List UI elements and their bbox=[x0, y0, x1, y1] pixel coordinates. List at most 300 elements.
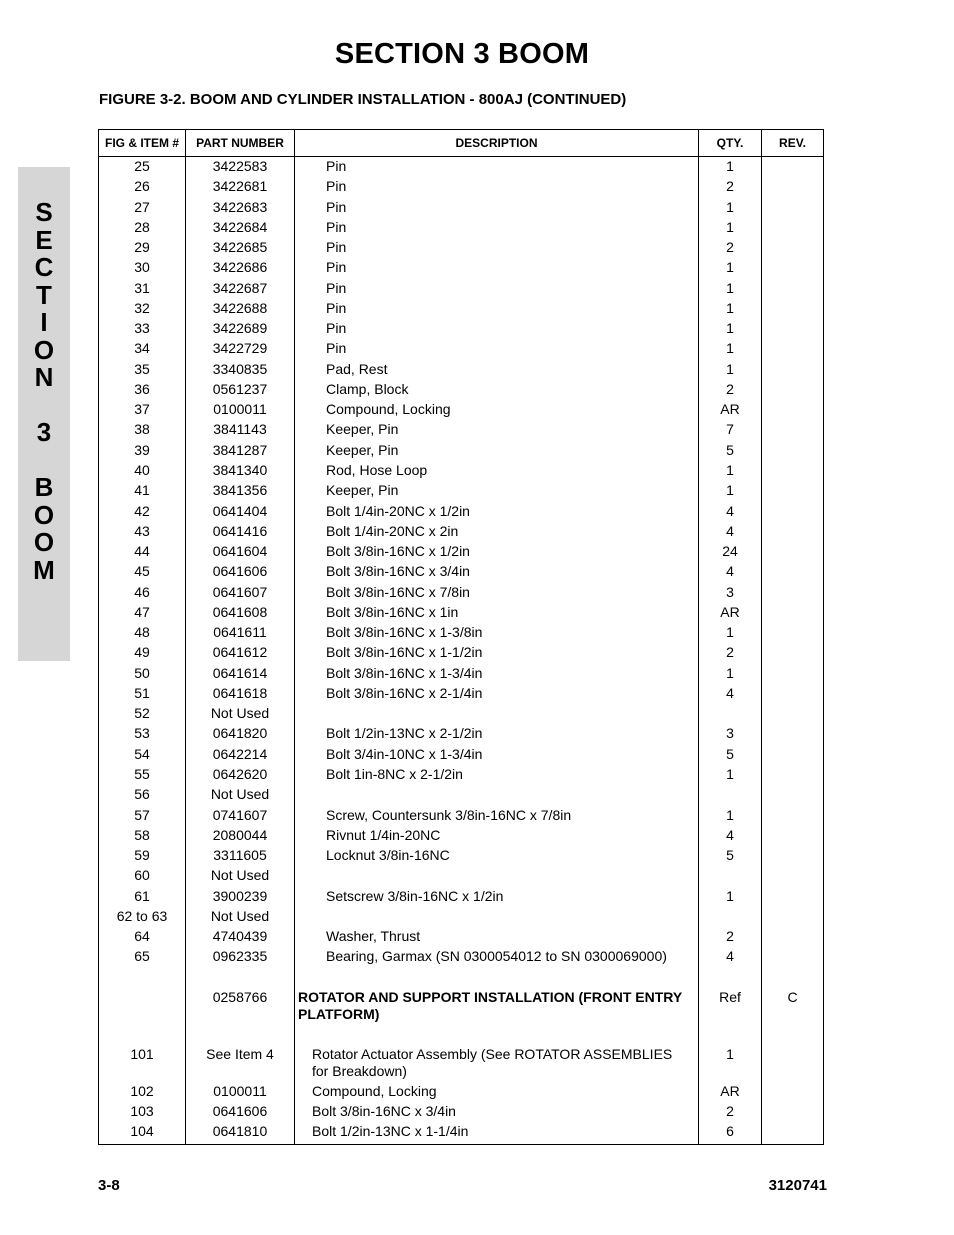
cell-item: 57 bbox=[99, 807, 186, 827]
cell-description: Rod, Hose Loop bbox=[295, 462, 699, 482]
cell-description: Bolt 3/8in-16NC x 1in bbox=[295, 604, 699, 624]
cell-part-number: 0641810 bbox=[186, 1123, 295, 1145]
cell-rev bbox=[762, 361, 824, 381]
table-row bbox=[99, 523, 824, 543]
cell-rev bbox=[762, 320, 824, 340]
cell-part-number: 3841143 bbox=[186, 421, 295, 441]
cell-qty bbox=[699, 705, 762, 725]
cell-item: 28 bbox=[99, 219, 186, 239]
table-row bbox=[99, 644, 824, 664]
cell-description: Bolt 3/8in-16NC x 7/8in bbox=[295, 584, 699, 604]
header-fig-item: FIG & ITEM # bbox=[99, 130, 186, 157]
cell-rev bbox=[762, 867, 824, 887]
cell-description: Pin bbox=[295, 199, 699, 219]
table-row bbox=[99, 482, 824, 502]
cell-item: 59 bbox=[99, 847, 186, 867]
cell-description: Pad, Rest bbox=[295, 361, 699, 381]
cell-part-number: 3422683 bbox=[186, 199, 295, 219]
cell-qty: 1 bbox=[699, 462, 762, 482]
table-row bbox=[99, 766, 824, 786]
cell-part-number: 3422685 bbox=[186, 239, 295, 259]
cell-item: 41 bbox=[99, 482, 186, 502]
cell-qty: 1 bbox=[699, 482, 762, 502]
cell-qty: 4 bbox=[699, 827, 762, 847]
cell-description: Setscrew 3/8in-16NC x 1/2in bbox=[295, 888, 699, 908]
cell-item: 101 bbox=[99, 1046, 186, 1083]
table-row bbox=[99, 989, 824, 1026]
table-row bbox=[99, 1046, 824, 1083]
cell-rev bbox=[762, 827, 824, 847]
header-qty: QTY. bbox=[699, 130, 762, 157]
cell-item: 39 bbox=[99, 442, 186, 462]
side-tab-letters bbox=[18, 199, 70, 584]
cell-rev bbox=[762, 259, 824, 279]
cell-qty: 5 bbox=[699, 847, 762, 867]
table-spacer-row bbox=[99, 1026, 824, 1046]
cell-item: 35 bbox=[99, 361, 186, 381]
cell-qty bbox=[699, 908, 762, 928]
cell-item: 48 bbox=[99, 624, 186, 644]
table-row bbox=[99, 888, 824, 908]
cell-qty bbox=[699, 867, 762, 887]
side-tab-letter: 3 bbox=[36, 417, 52, 447]
table-row bbox=[99, 340, 824, 360]
side-tab-letter: S bbox=[35, 197, 53, 227]
cell-description bbox=[295, 705, 699, 725]
cell-description: Screw, Countersunk 3/8in-16NC x 7/8in bbox=[295, 807, 699, 827]
table-row bbox=[99, 543, 824, 563]
side-tab-letter: I bbox=[40, 307, 48, 337]
cell-empty bbox=[99, 969, 186, 989]
cell-description: Bolt 3/4in-10NC x 1-3/4in bbox=[295, 746, 699, 766]
table-row bbox=[99, 421, 824, 441]
cell-qty: 5 bbox=[699, 442, 762, 462]
cell-qty: 1 bbox=[699, 361, 762, 381]
cell-qty: 1 bbox=[699, 888, 762, 908]
table-row bbox=[99, 665, 824, 685]
cell-qty: 1 bbox=[699, 199, 762, 219]
cell-qty: 1 bbox=[699, 766, 762, 786]
cell-part-number: 0641608 bbox=[186, 604, 295, 624]
table-row bbox=[99, 928, 824, 948]
cell-rev bbox=[762, 442, 824, 462]
cell-qty: 4 bbox=[699, 685, 762, 705]
side-tab-letter: C bbox=[34, 252, 54, 282]
side-tab-letter: O bbox=[33, 334, 55, 365]
table-row bbox=[99, 746, 824, 766]
side-tab-letter: B bbox=[34, 472, 54, 502]
cell-rev bbox=[762, 624, 824, 644]
cell-description bbox=[295, 908, 699, 928]
cell-rev bbox=[762, 746, 824, 766]
table-row bbox=[99, 1083, 824, 1103]
cell-item: 58 bbox=[99, 827, 186, 847]
cell-part-number: 0741607 bbox=[186, 807, 295, 827]
cell-rev bbox=[762, 543, 824, 563]
cell-qty: 1 bbox=[699, 157, 762, 179]
header-description: DESCRIPTION bbox=[295, 130, 699, 157]
cell-qty: 1 bbox=[699, 280, 762, 300]
cell-qty bbox=[699, 786, 762, 806]
cell-item bbox=[99, 989, 186, 1026]
cell-item: 51 bbox=[99, 685, 186, 705]
cell-empty bbox=[186, 1026, 295, 1046]
cell-qty: 1 bbox=[699, 259, 762, 279]
cell-rev bbox=[762, 300, 824, 320]
cell-part-number: 3841340 bbox=[186, 462, 295, 482]
cell-empty bbox=[295, 1026, 699, 1046]
table-row bbox=[99, 847, 824, 867]
cell-part-number: 3311605 bbox=[186, 847, 295, 867]
cell-item: 45 bbox=[99, 563, 186, 583]
cell-description: Bolt 3/8in-16NC x 3/4in bbox=[295, 563, 699, 583]
cell-qty: 1 bbox=[699, 320, 762, 340]
table-row bbox=[99, 604, 824, 624]
cell-item: 49 bbox=[99, 644, 186, 664]
cell-rev bbox=[762, 948, 824, 968]
cell-item: 60 bbox=[99, 867, 186, 887]
table-row bbox=[99, 239, 824, 259]
cell-item: 31 bbox=[99, 280, 186, 300]
cell-rev bbox=[762, 1123, 824, 1145]
cell-rev bbox=[762, 928, 824, 948]
cell-description: Pin bbox=[295, 157, 699, 179]
cell-part-number: 0641416 bbox=[186, 523, 295, 543]
cell-item: 64 bbox=[99, 928, 186, 948]
side-tab-letter: T bbox=[36, 279, 52, 310]
cell-item: 44 bbox=[99, 543, 186, 563]
cell-qty: 2 bbox=[699, 928, 762, 948]
cell-rev bbox=[762, 1083, 824, 1103]
table-row bbox=[99, 584, 824, 604]
cell-rev bbox=[762, 199, 824, 219]
cell-rev bbox=[762, 1103, 824, 1123]
cell-rev bbox=[762, 523, 824, 543]
cell-qty: 1 bbox=[699, 1046, 762, 1083]
side-tab-letter: O bbox=[33, 499, 55, 530]
cell-qty: 3 bbox=[699, 725, 762, 745]
cell-qty: 2 bbox=[699, 239, 762, 259]
cell-rev bbox=[762, 482, 824, 502]
cell-description: Compound, Locking bbox=[295, 1083, 699, 1103]
cell-part-number: 0642214 bbox=[186, 746, 295, 766]
cell-rev bbox=[762, 705, 824, 725]
figure-title: FIGURE 3-2. BOOM AND CYLINDER INSTALLATION - 800AJ (CONTINUED) bbox=[99, 91, 627, 108]
cell-item: 52 bbox=[99, 705, 186, 725]
side-tab-letter: O bbox=[33, 527, 55, 557]
table-row bbox=[99, 401, 824, 421]
cell-rev: C bbox=[762, 989, 824, 1026]
cell-item: 50 bbox=[99, 665, 186, 685]
header-rev: REV. bbox=[762, 130, 824, 157]
cell-part-number: 0641606 bbox=[186, 563, 295, 583]
cell-description: Bolt 1/2in-13NC x 2-1/2in bbox=[295, 725, 699, 745]
cell-description: Pin bbox=[295, 259, 699, 279]
cell-part-number: 3841287 bbox=[186, 442, 295, 462]
cell-part-number: Not Used bbox=[186, 908, 295, 928]
cell-item: 104 bbox=[99, 1123, 186, 1145]
cell-qty: 7 bbox=[699, 421, 762, 441]
table-row bbox=[99, 381, 824, 401]
cell-qty: 4 bbox=[699, 563, 762, 583]
side-tab-letter bbox=[18, 392, 70, 420]
cell-rev bbox=[762, 239, 824, 259]
cell-qty: Ref bbox=[699, 989, 762, 1026]
cell-item: 65 bbox=[99, 948, 186, 968]
cell-part-number: 3340835 bbox=[186, 361, 295, 381]
cell-item: 32 bbox=[99, 300, 186, 320]
header-part-number: PART NUMBER bbox=[186, 130, 295, 157]
cell-part-number: 3841356 bbox=[186, 482, 295, 502]
table-header-row bbox=[99, 130, 824, 157]
table-row bbox=[99, 157, 824, 179]
cell-item: 36 bbox=[99, 381, 186, 401]
cell-item: 38 bbox=[99, 421, 186, 441]
cell-description: Bolt 1in-8NC x 2-1/2in bbox=[295, 766, 699, 786]
cell-item: 34 bbox=[99, 340, 186, 360]
cell-qty: 1 bbox=[699, 665, 762, 685]
side-tab-letter: E bbox=[35, 224, 53, 255]
cell-item: 43 bbox=[99, 523, 186, 543]
table-row bbox=[99, 807, 824, 827]
table-row bbox=[99, 503, 824, 523]
cell-rev bbox=[762, 908, 824, 928]
cell-empty bbox=[186, 969, 295, 989]
cell-item: 27 bbox=[99, 199, 186, 219]
cell-item: 47 bbox=[99, 604, 186, 624]
cell-qty: 2 bbox=[699, 178, 762, 198]
cell-description: Pin bbox=[295, 300, 699, 320]
parts-table-body bbox=[99, 157, 824, 1145]
cell-empty bbox=[699, 969, 762, 989]
cell-rev bbox=[762, 766, 824, 786]
cell-description: Bolt 3/8in-16NC x 1-3/4in bbox=[295, 665, 699, 685]
cell-description: Bolt 1/4in-20NC x 1/2in bbox=[295, 503, 699, 523]
cell-part-number: See Item 4 bbox=[186, 1046, 295, 1083]
cell-description: Rivnut 1/4in-20NC bbox=[295, 827, 699, 847]
cell-qty: AR bbox=[699, 1083, 762, 1103]
cell-description: Keeper, Pin bbox=[295, 421, 699, 441]
table-row bbox=[99, 867, 824, 887]
table-row bbox=[99, 320, 824, 340]
cell-item: 33 bbox=[99, 320, 186, 340]
cell-part-number: Not Used bbox=[186, 705, 295, 725]
table-row bbox=[99, 705, 824, 725]
table-row bbox=[99, 462, 824, 482]
cell-qty: 2 bbox=[699, 1103, 762, 1123]
cell-description: Keeper, Pin bbox=[295, 442, 699, 462]
cell-part-number: 0962335 bbox=[186, 948, 295, 968]
cell-rev bbox=[762, 888, 824, 908]
cell-rev bbox=[762, 401, 824, 421]
cell-part-number: 0641607 bbox=[186, 584, 295, 604]
cell-description: Bolt 1/2in-13NC x 1-1/4in bbox=[295, 1123, 699, 1145]
cell-part-number: 0642620 bbox=[186, 766, 295, 786]
cell-part-number: 3422687 bbox=[186, 280, 295, 300]
cell-qty: 2 bbox=[699, 644, 762, 664]
cell-description: Locknut 3/8in-16NC bbox=[295, 847, 699, 867]
table-row bbox=[99, 1103, 824, 1123]
cell-item: 53 bbox=[99, 725, 186, 745]
cell-item: 46 bbox=[99, 584, 186, 604]
table-row bbox=[99, 908, 824, 928]
document-number: 3120741 bbox=[768, 1177, 827, 1194]
table-spacer-row bbox=[99, 969, 824, 989]
table-row bbox=[99, 361, 824, 381]
parts-table bbox=[98, 129, 824, 1145]
cell-part-number: 0641614 bbox=[186, 665, 295, 685]
cell-description: Bolt 3/8in-16NC x 1-3/8in bbox=[295, 624, 699, 644]
cell-item: 40 bbox=[99, 462, 186, 482]
cell-part-number: 0641604 bbox=[186, 543, 295, 563]
cell-description: Bolt 3/8in-16NC x 1/2in bbox=[295, 543, 699, 563]
cell-qty: 5 bbox=[699, 746, 762, 766]
cell-item: 55 bbox=[99, 766, 186, 786]
cell-description: Compound, Locking bbox=[295, 401, 699, 421]
cell-rev bbox=[762, 219, 824, 239]
cell-rev bbox=[762, 665, 824, 685]
table-row bbox=[99, 725, 824, 745]
cell-qty: 4 bbox=[699, 523, 762, 543]
cell-part-number: 0100011 bbox=[186, 401, 295, 421]
cell-qty: 4 bbox=[699, 948, 762, 968]
table-row bbox=[99, 219, 824, 239]
cell-rev bbox=[762, 178, 824, 198]
cell-qty: 6 bbox=[699, 1123, 762, 1145]
cell-rev bbox=[762, 584, 824, 604]
cell-rev bbox=[762, 604, 824, 624]
cell-part-number: 2080044 bbox=[186, 827, 295, 847]
table-row bbox=[99, 685, 824, 705]
cell-qty: 1 bbox=[699, 300, 762, 320]
side-tab-letter: N bbox=[34, 362, 54, 392]
cell-empty bbox=[762, 969, 824, 989]
cell-rev bbox=[762, 786, 824, 806]
cell-part-number: 0641404 bbox=[186, 503, 295, 523]
cell-part-number: 3422729 bbox=[186, 340, 295, 360]
cell-part-number: 0100011 bbox=[186, 1083, 295, 1103]
table-row bbox=[99, 259, 824, 279]
cell-item: 26 bbox=[99, 178, 186, 198]
table-row bbox=[99, 786, 824, 806]
cell-description: Rotator Actuator Assembly (See ROTATOR ASSEMBLIES for Breakdown) bbox=[295, 1046, 699, 1083]
cell-part-number: 0258766 bbox=[186, 989, 295, 1026]
cell-qty: 2 bbox=[699, 381, 762, 401]
cell-item: 25 bbox=[99, 157, 186, 179]
cell-item: 29 bbox=[99, 239, 186, 259]
cell-rev bbox=[762, 807, 824, 827]
cell-part-number: 4740439 bbox=[186, 928, 295, 948]
cell-item: 30 bbox=[99, 259, 186, 279]
cell-rev bbox=[762, 503, 824, 523]
table-row bbox=[99, 624, 824, 644]
cell-description: Clamp, Block bbox=[295, 381, 699, 401]
cell-rev bbox=[762, 644, 824, 664]
page-number: 3-8 bbox=[98, 1177, 120, 1194]
cell-qty: 24 bbox=[699, 543, 762, 563]
cell-item: 37 bbox=[99, 401, 186, 421]
cell-part-number: 0561237 bbox=[186, 381, 295, 401]
cell-description: Bolt 1/4in-20NC x 2in bbox=[295, 523, 699, 543]
cell-rev bbox=[762, 462, 824, 482]
cell-description bbox=[295, 867, 699, 887]
cell-empty bbox=[295, 969, 699, 989]
cell-rev bbox=[762, 1046, 824, 1083]
side-tab-letter bbox=[18, 447, 70, 475]
cell-part-number: 0641611 bbox=[186, 624, 295, 644]
cell-part-number: 3422689 bbox=[186, 320, 295, 340]
cell-item: 42 bbox=[99, 503, 186, 523]
table-row bbox=[99, 827, 824, 847]
cell-part-number: 3422681 bbox=[186, 178, 295, 198]
cell-part-number: 3422684 bbox=[186, 219, 295, 239]
cell-empty bbox=[699, 1026, 762, 1046]
cell-item: 102 bbox=[99, 1083, 186, 1103]
cell-qty: AR bbox=[699, 604, 762, 624]
cell-rev bbox=[762, 847, 824, 867]
cell-description bbox=[295, 786, 699, 806]
cell-qty: 1 bbox=[699, 219, 762, 239]
side-tab-letter: M bbox=[33, 554, 55, 585]
cell-empty bbox=[762, 1026, 824, 1046]
cell-description: Bolt 3/8in-16NC x 2-1/4in bbox=[295, 685, 699, 705]
cell-rev bbox=[762, 280, 824, 300]
cell-description: Pin bbox=[295, 178, 699, 198]
cell-description: Bolt 3/8in-16NC x 1-1/2in bbox=[295, 644, 699, 664]
cell-description: Pin bbox=[295, 219, 699, 239]
cell-rev bbox=[762, 421, 824, 441]
cell-item: 56 bbox=[99, 786, 186, 806]
table-row bbox=[99, 178, 824, 198]
section-title: SECTION 3 BOOM bbox=[334, 38, 590, 70]
cell-description: Pin bbox=[295, 320, 699, 340]
cell-rev bbox=[762, 157, 824, 179]
table-row bbox=[99, 442, 824, 462]
cell-rev bbox=[762, 563, 824, 583]
cell-empty bbox=[99, 1026, 186, 1046]
cell-part-number: 3422686 bbox=[186, 259, 295, 279]
cell-description: Washer, Thrust bbox=[295, 928, 699, 948]
cell-qty: 1 bbox=[699, 807, 762, 827]
cell-description: Keeper, Pin bbox=[295, 482, 699, 502]
cell-part-number: 0641820 bbox=[186, 725, 295, 745]
table-row bbox=[99, 563, 824, 583]
cell-rev bbox=[762, 685, 824, 705]
table-row bbox=[99, 280, 824, 300]
cell-description: Pin bbox=[295, 239, 699, 259]
cell-part-number: 0641618 bbox=[186, 685, 295, 705]
table-row bbox=[99, 300, 824, 320]
cell-description: Bolt 3/8in-16NC x 3/4in bbox=[295, 1103, 699, 1123]
cell-qty: 3 bbox=[699, 584, 762, 604]
cell-rev bbox=[762, 340, 824, 360]
cell-qty: 4 bbox=[699, 503, 762, 523]
cell-part-number: Not Used bbox=[186, 786, 295, 806]
cell-item: 61 bbox=[99, 888, 186, 908]
cell-item: 62 to 63 bbox=[99, 908, 186, 928]
table-row bbox=[99, 1123, 824, 1145]
cell-rev bbox=[762, 725, 824, 745]
cell-item: 54 bbox=[99, 746, 186, 766]
cell-item: 103 bbox=[99, 1103, 186, 1123]
cell-description: Pin bbox=[295, 340, 699, 360]
cell-description: ROTATOR AND SUPPORT INSTALLATION (FRONT ENTRY PLATFORM) bbox=[295, 989, 699, 1026]
cell-part-number: 0641612 bbox=[186, 644, 295, 664]
cell-part-number: 3422583 bbox=[186, 157, 295, 179]
cell-qty: 1 bbox=[699, 340, 762, 360]
cell-description: Bearing, Garmax (SN 0300054012 to SN 0300069000) bbox=[295, 948, 699, 968]
cell-part-number: 3422688 bbox=[186, 300, 295, 320]
